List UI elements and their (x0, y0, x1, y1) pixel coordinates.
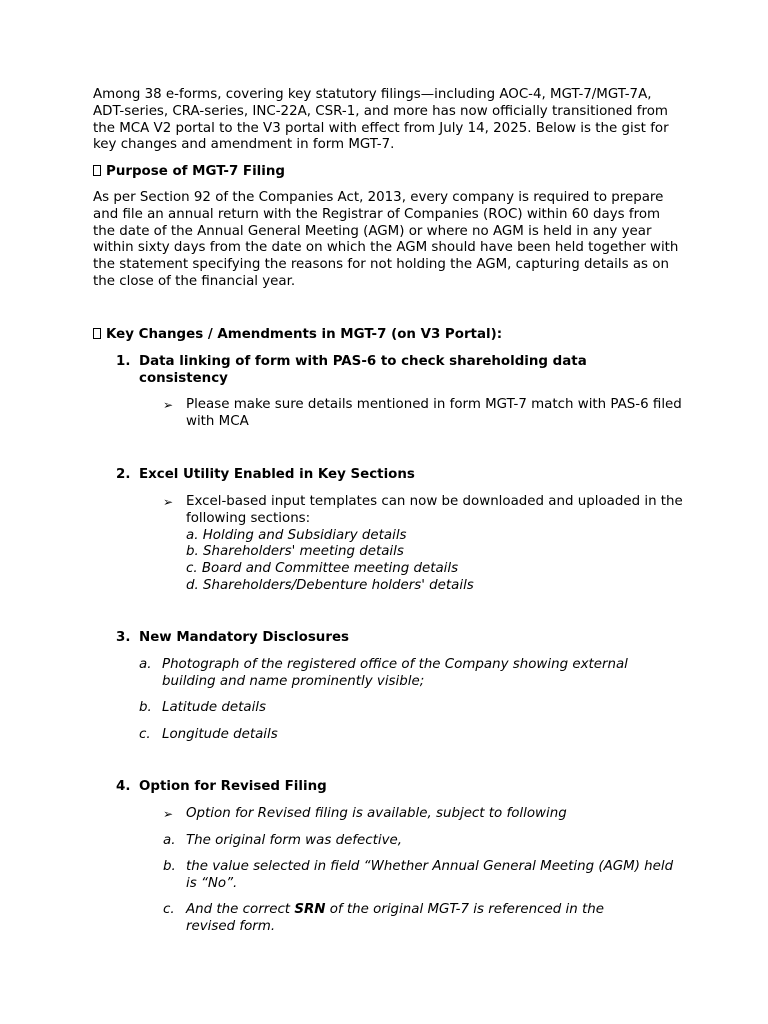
section-item: a. Holding and Subsidiary details (186, 527, 407, 543)
section-item: d. Shareholders/Debenture holders' details (186, 577, 474, 593)
item-title: Data linking of form with PAS-6 to check shareholding data consistency (139, 354, 587, 386)
sub-item-text: Photograph of the registered office of the Company showing external building and name prominently visible; (162, 657, 628, 689)
item-number: 2. (116, 467, 131, 482)
sub-item-text: Longitude details (162, 727, 278, 742)
purpose-heading (93, 164, 693, 181)
sub-item-text-srn (186, 902, 656, 936)
sub-item-text: The original form was defective, (186, 833, 403, 848)
item-number: 1. (116, 354, 131, 369)
sub-item-text: Latitude details (162, 700, 266, 715)
bullet-text: Option for Revised filing is available, subject to following (186, 806, 567, 821)
bullet-text: Excel-based input templates can now be downloaded and uploaded in the following sections: (186, 494, 683, 526)
purpose-heading-text: Purpose of MGT-7 Filing (106, 164, 285, 179)
sub-item-letter: a. (163, 833, 176, 848)
sub-item-letter: c. (139, 727, 151, 742)
sub-item-letter: a. (139, 657, 152, 672)
unknown-glyph-icon (93, 165, 101, 176)
item-title: Option for Revised Filing (139, 779, 327, 794)
sub-item-text-part: of the original MGT-7 is referenced in the revised form. (186, 902, 604, 934)
srn-bold: SRN (294, 902, 326, 917)
arrow-bullet-icon: ➢ (163, 398, 174, 412)
item-title: New Mandatory Disclosures (139, 630, 349, 645)
arrow-bullet-icon: ➢ (163, 495, 174, 509)
unknown-glyph-icon (93, 328, 101, 339)
sub-item-letter: b. (163, 859, 176, 874)
sub-item-letter: b. (139, 700, 152, 715)
bullet-block (186, 494, 686, 595)
bullet-text: Please make sure details mentioned in form MGT-7 match with PAS-6 filed with MCA (186, 397, 682, 429)
section-item: c. Board and Committee meeting details (186, 561, 459, 577)
sub-item-letter: c. (163, 902, 175, 917)
sub-item-text: the value selected in field “Whether Annual General Meeting (AGM) held is “No”. (186, 859, 674, 891)
arrow-bullet-icon: ➢ (163, 807, 174, 821)
item-number: 4. (116, 779, 131, 794)
intro-paragraph: Among 38 e-forms, covering key statutory filings—including AOC-4, MGT-7/MGT-7A, ADT-series, CRA-series, INC-22A, CSR-1, and more has now officially transitioned from the MCA V2 portal to the V3 portal with effect from July 14, 2025. Below is the gist for key changes and amendment in form MGT-7. (93, 87, 669, 153)
purpose-paragraph: As per Section 92 of the Companies Act, 2013, every company is required to prepare and file an annual return with the Registrar of Companies (ROC) within 60 days from the date of the Annual General Meeting (AGM) or where no AGM is held in any year within sixty days from the date on which the AGM should have been held together with the statement specifying the reasons for not holding the AGM, capturing details as on the close of the financial year. (93, 190, 679, 289)
changes-heading-text: Key Changes / Amendments in MGT-7 (on V3 Portal): (106, 327, 503, 342)
sub-item-text-part: And the correct (186, 902, 295, 917)
item-number: 3. (116, 630, 131, 645)
item-title: Excel Utility Enabled in Key Sections (139, 467, 415, 482)
changes-heading (93, 327, 693, 344)
section-item: b. Shareholders' meeting details (186, 544, 404, 560)
